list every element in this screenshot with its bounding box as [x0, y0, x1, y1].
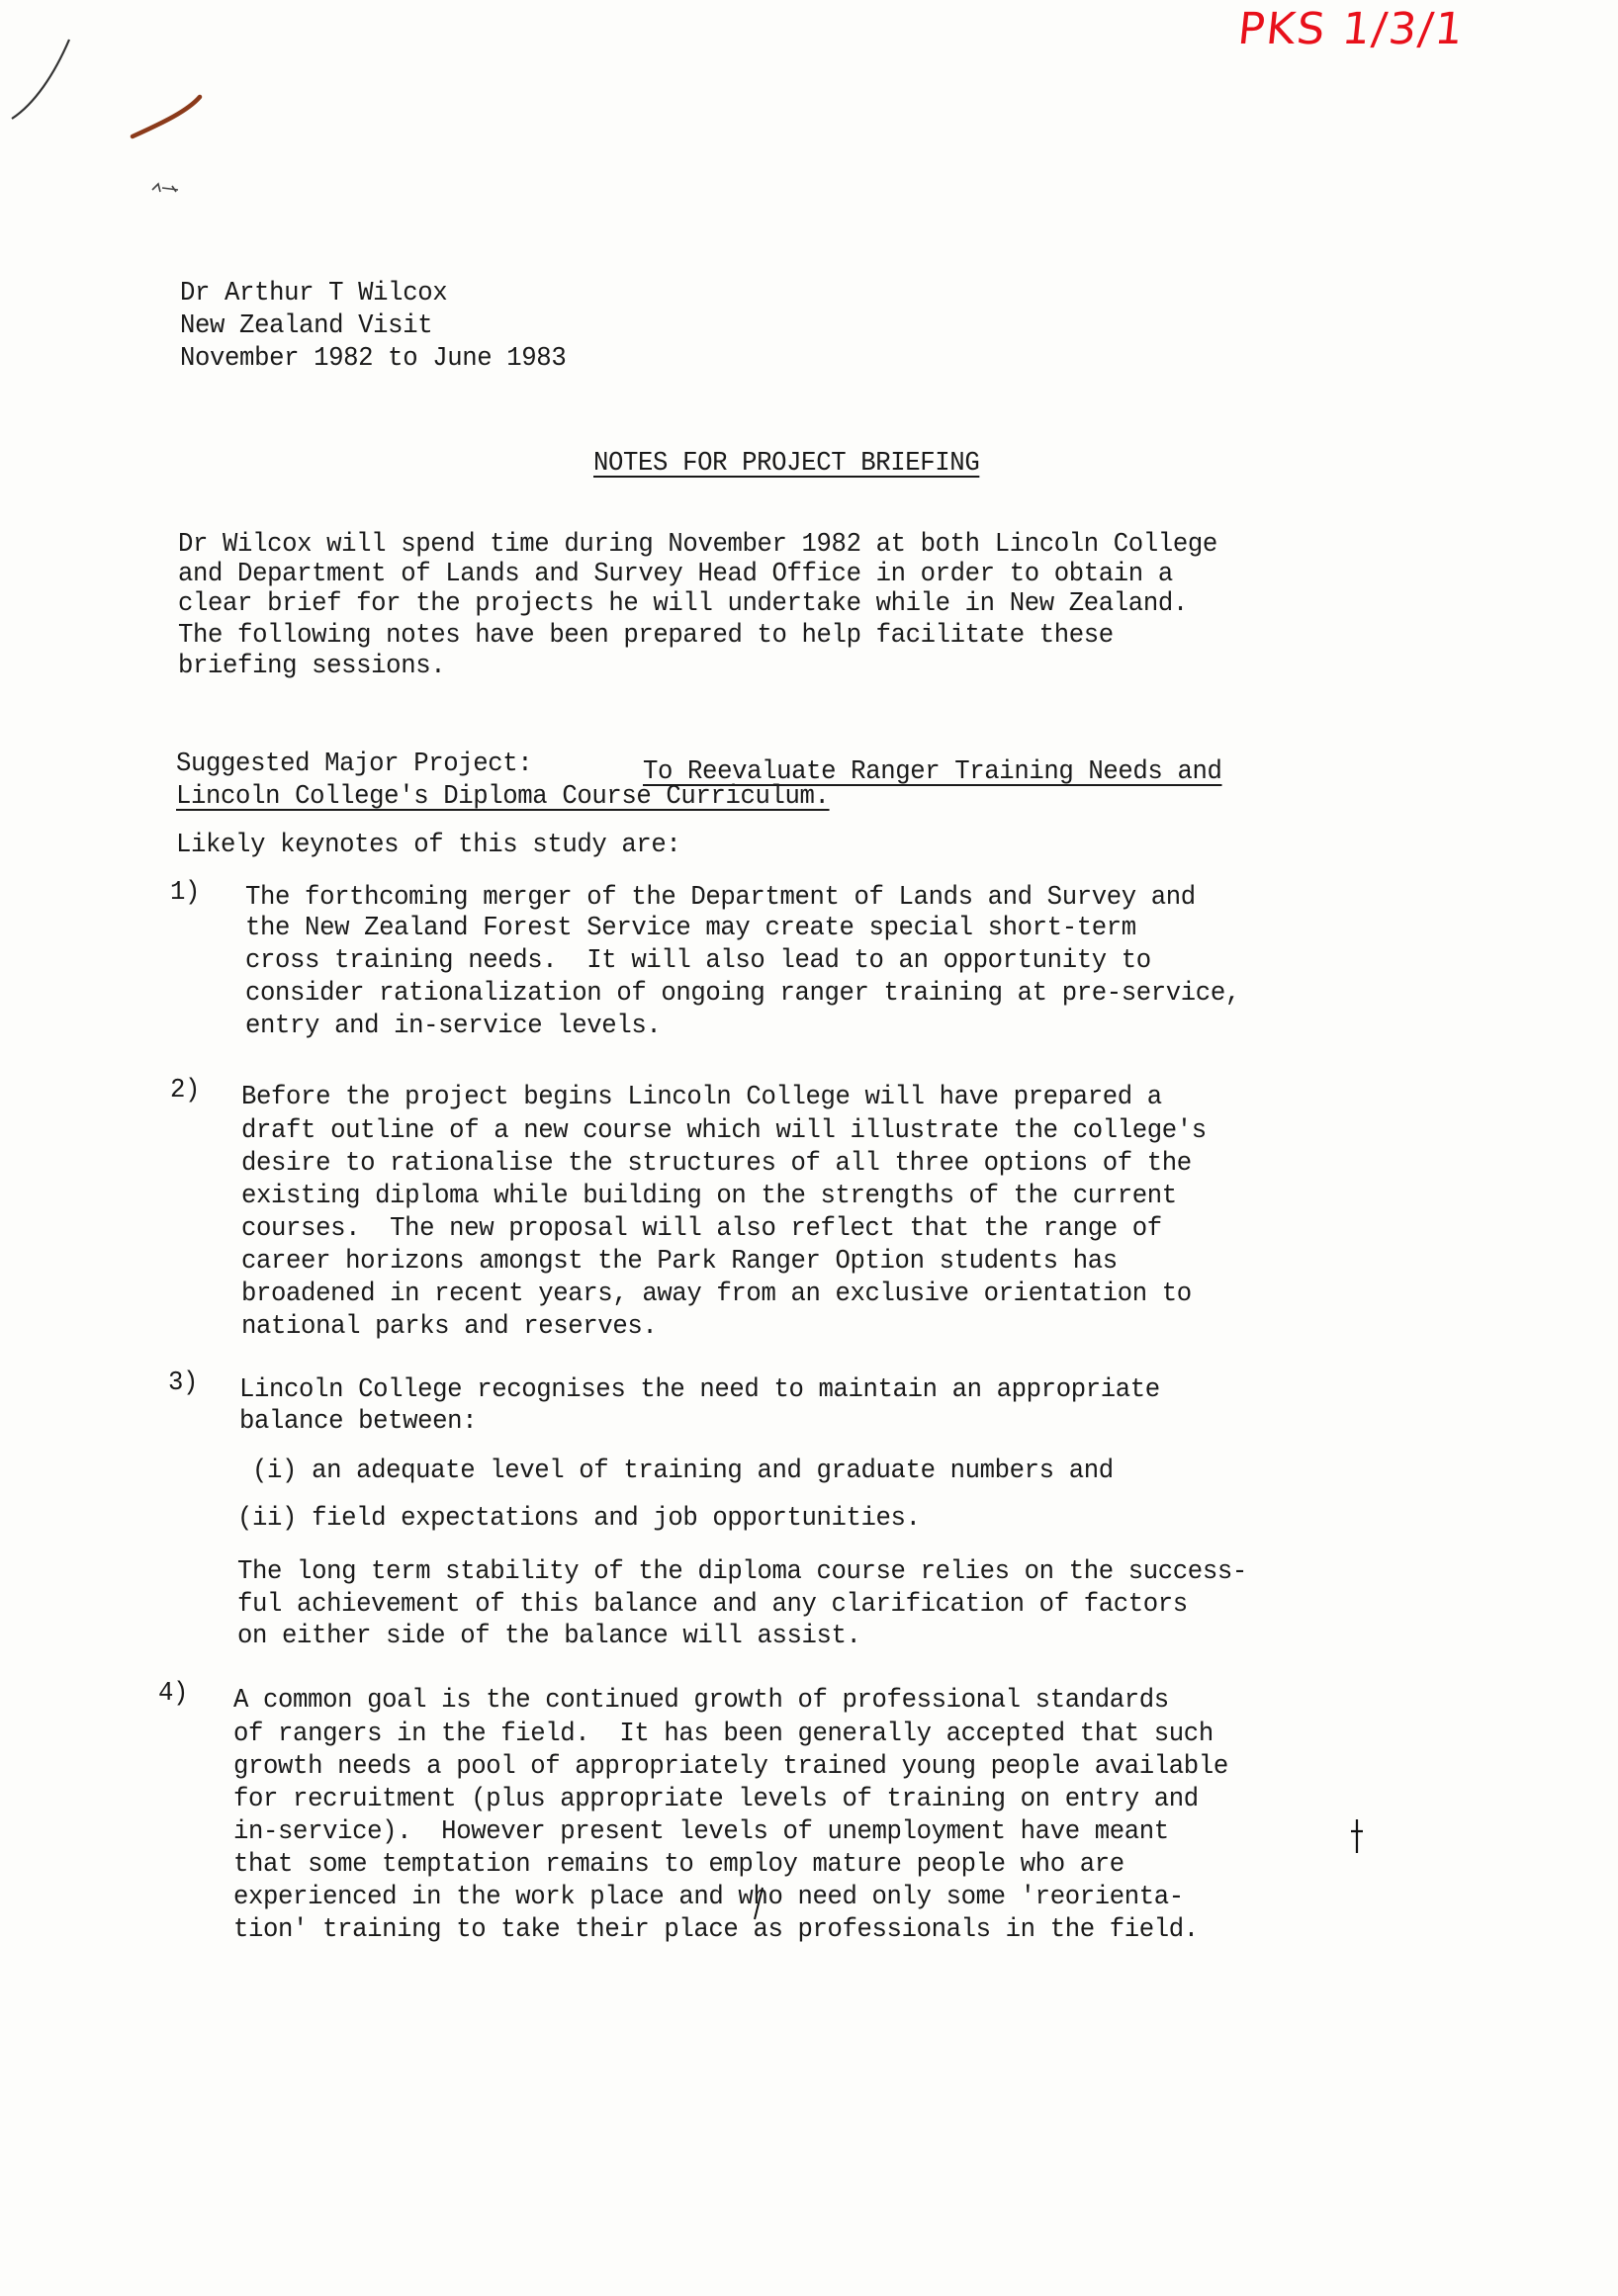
project-title-line2: Lincoln College's Diploma Course Curriculum. — [176, 782, 830, 812]
header-visit: New Zealand Visit — [180, 311, 433, 341]
keynote-line: of rangers in the field. It has been generally accepted that such — [233, 1720, 1214, 1749]
brown-stroke-mark — [119, 89, 218, 148]
page-title: NOTES FOR PROJECT BRIEFING — [593, 449, 980, 479]
keynote-line: draft outline of a new course which will illustrate the college's — [241, 1116, 1207, 1146]
project-title-line1: To Reevaluate Ranger Training Needs and — [643, 757, 1222, 787]
keynote-line: broadened in recent years, away from an exclusive orientation to — [241, 1280, 1192, 1309]
keynote-line: desire to rationalise the structures of all three options of the — [241, 1149, 1192, 1179]
keynote-subitem: (i) an adequate level of training and graduate numbers and — [237, 1457, 1114, 1486]
intro-line: briefing sessions. — [178, 652, 446, 681]
keynote-line: courses. The new proposal will also reflect that the range of — [241, 1214, 1162, 1244]
keynote-number: 1) — [170, 878, 201, 908]
keynote-line: growth needs a pool of appropriately trained young people available — [233, 1752, 1228, 1782]
keynote-line: existing diploma while building on the strengths of the current — [241, 1182, 1177, 1211]
keynote-line: that some temptation remains to employ mature people who are — [233, 1850, 1124, 1880]
pen-stroke-mark — [0, 30, 89, 129]
keynote-line: in-service). However present levels of unemployment have meant — [233, 1817, 1169, 1847]
handwritten-correction-mark — [749, 1884, 768, 1923]
intro-line: clear brief for the projects he will undertake while in New Zealand. — [178, 589, 1188, 619]
keynote-line: experienced in the work place and who need only some 'reorienta- — [233, 1883, 1184, 1912]
intro-line: and Department of Lands and Survey Head Office in order to obtain a — [178, 560, 1173, 589]
keynote-line: tion' training to take their place as professionals in the field. — [233, 1915, 1199, 1945]
keynote-number: 3) — [168, 1369, 199, 1398]
keynote-line: The forthcoming merger of the Department of Lands and Survey and — [245, 883, 1196, 913]
header-dates: November 1982 to June 1983 — [180, 344, 567, 374]
keynote-line: the New Zealand Forest Service may create special short-term — [245, 914, 1136, 943]
intro-line: The following notes have been prepared to help facilitate these — [178, 621, 1114, 651]
keynote-line: career horizons amongst the Park Ranger Option students has — [241, 1247, 1118, 1277]
keynote-number: 2) — [170, 1076, 201, 1105]
keynote-line: for recruitment (plus appropriate levels of training on entry and — [233, 1785, 1199, 1814]
keynote-line: national parks and reserves. — [241, 1312, 658, 1342]
project-label: Suggested Major Project: — [176, 750, 533, 779]
header-name: Dr Arthur T Wilcox — [180, 279, 448, 309]
keynote-line: balance between: — [239, 1407, 478, 1437]
keynote-line: Before the project begins Lincoln College will have prepared a — [241, 1083, 1162, 1112]
keynote-line: A common goal is the continued growth of professional standards — [233, 1686, 1169, 1716]
keynote-number: 4) — [158, 1679, 189, 1709]
keynote-line: entry and in-service levels. — [245, 1012, 662, 1041]
keynote-subitem: (ii) field expectations and job opportunities. — [237, 1504, 921, 1534]
keynote-line: cross training needs. It will also lead to an opportunity to — [245, 946, 1151, 976]
keynote-line: on either side of the balance will assist. — [237, 1622, 861, 1651]
keynote-line: consider rationalization of ongoing ranger training at pre-service, — [245, 979, 1240, 1009]
intro-line: Dr Wilcox will spend time during November 1982 at both Lincoln College — [178, 530, 1217, 560]
small-ink-mark — [148, 178, 198, 198]
file-reference-annotation: PKS 1/3/1 — [1235, 4, 1468, 54]
keynotes-label: Likely keynotes of this study are: — [176, 831, 681, 860]
handwritten-t-correction-mark — [1349, 1817, 1365, 1857]
keynote-line: Lincoln College recognises the need to maintain an appropriate — [239, 1375, 1160, 1405]
keynote-line: ful achievement of this balance and any clarification of factors — [237, 1590, 1188, 1620]
keynote-line: The long term stability of the diploma course relies on the success- — [237, 1557, 1247, 1587]
